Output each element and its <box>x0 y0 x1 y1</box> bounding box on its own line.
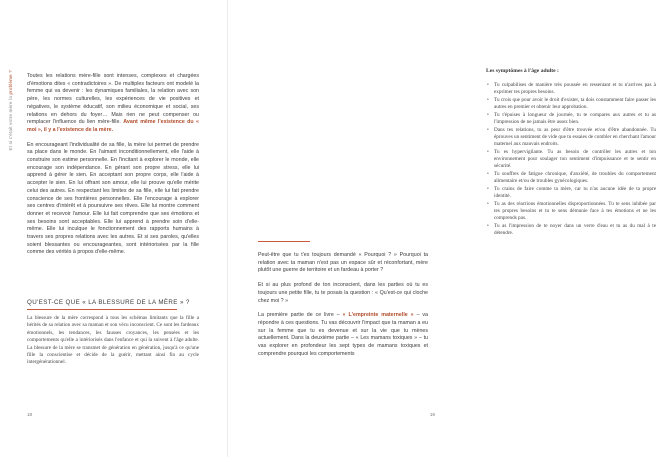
inner-child-paragraph <box>258 282 428 305</box>
paragraph-text: Et si au plus profond de ton inconscient, dans les parties où tu es toujours une petite fille, tu te posais la question : « Qu'est-ce qui cloche chez moi ? » <box>258 282 428 304</box>
list-item: • Tu t'épuises à longueur de journée, tu te compares aux autres et tu as l'impression de ne jamais être assez bien. <box>486 112 656 126</box>
list-item: • Tu culpabilises de manière très poussée en ressentant et tu n'arrives pas à exprimer tes propres besoins. <box>486 82 656 96</box>
symptoms-list <box>486 82 656 237</box>
list-item: • Tu as des réactions émotionnelles disproportionnées. Tu te sens inhibée par tes propres besoins et tu te sens démunie face à tes émotions et ne les comprends pas. <box>486 201 656 223</box>
paragraph-text: Peut-être que tu t'es toujours demandé « Pourquoi ? » Pourquoi ta relation avec ta maman n'est pas un espace sûr et réconfortant, mère plutôt une guerre de territoire et un fardeau à porter ? <box>258 252 428 274</box>
question-paragraph <box>258 252 428 275</box>
left-body-text <box>27 73 199 264</box>
symptoms-title: Les symptômes à l'âge adulte : <box>486 68 559 74</box>
individuality-paragraph <box>27 142 199 258</box>
highlighted-phrase: Avant même l'existence du « moi », il y a l'existence de la mère. <box>27 119 199 133</box>
paragraph-text: Toutes les relations mère-fille sont intenses, complexes et chargées d'émotions dites « contradictoires ». De multiples facteurs ont modelé la femme qui va devenir : les dynamiques familiales, la relation avec son père, les normes culturelles, les expériences de vie positives et négatives, le système éducatif, son milieu économique et social, ses relations en dehors du foyer… Mais rien ne peut compenser ou remplacer l'influence du lien mère-fille. <box>27 73 199 126</box>
definition-paragraph: La blessure de la mère correspond à tous les schémas limitants que la fille a hérités de sa relation avec sa maman et son vécu inconscient. Ce sont les fardeaux émotionnels, les tendances, les fausses croyances, les pensées et les comportements qu'elle a intériorisés dans l'enfance et qui la suivent à l'âge adulte. La blessure de la mère se transmet de génération en génération, jusqu'à ce qu'une fille la conscientise et décide de la guérir, mettant ainsi fin au cycle intergénérationnel. <box>27 315 199 366</box>
list-item: • Tu es hypervigilante. Tu as besoin de contrôler les autres et ton environnement pour soulager ton sentiment d'impuissance et te sentir en sécurité. <box>486 149 656 171</box>
symptoms-box <box>486 68 656 238</box>
paragraph-text: La première partie de ce livre – <box>258 312 343 319</box>
section-heading: QU'EST-CE QUE « LA BLESSURE DE LA MÈRE » ? <box>27 299 190 306</box>
list-item: • Dans tes relations, tu as peur d'être trouvée et/ou d'être abandonnée. Tu éprouves un sentiment de vide que tu essaies de combler en cherchant l'amour maternel aux mauvais endroits. <box>486 127 656 149</box>
list-item: • Tu as l'impression de te noyer dans un verre d'eau et tu as du mal à te détendre. <box>486 223 656 237</box>
right-page <box>228 0 656 457</box>
right-body-text <box>258 252 428 365</box>
page-number-right: 19 <box>429 412 435 417</box>
intro-paragraph <box>27 73 199 135</box>
list-item: • Tu souffres de fatigue chronique, d'anxiété, de troubles du comportement alimentaire et/ou de troubles gynécologiques. <box>486 171 656 185</box>
page-number-left: 18 <box>27 412 33 417</box>
list-item: • Tu crois que pour avoir le droit d'exister, ta dois constamment faire passer les autres en premier et obtenir leur approbation. <box>486 97 656 111</box>
section-underline <box>27 309 177 310</box>
book-outline-paragraph <box>258 312 428 358</box>
highlighted-phrase: « L'empreinte maternelle » <box>342 312 414 319</box>
running-head <box>8 70 13 151</box>
left-page <box>0 0 228 457</box>
list-item: • Tu crains de faire comme ta mère, car tu n'as aucune idée de ta propre identité. <box>486 186 656 200</box>
running-head-accent: problème ? <box>8 70 13 95</box>
running-head-text: Et si c'était votre mère la <box>8 94 13 151</box>
section-divider <box>258 241 310 242</box>
paragraph-text: En encourageant l'individualité de sa fille, la mère lui permet de prendre sa place dans le monde. En l'aimant inconditionnellement, elle l'aide à construire son estime personnelle. En l'incitant à explorer le monde, elle encourage son indépendance. En gérant son propre stress, elle lui apprend à gérer le sien. En acceptant son propre corps, elle l'aide à accepter le sien. En lui offrant son amour, elle lui prouve qu'elle mérite celui des autres. En respectant les limites de sa fille, elle lui fait prendre conscience de ses frontières personnelles. Elle l'encourage à explorer ses centres d'intérêt et à poursuivre ses rêves. Elle lui montre comment donner et recevoir l'amour. Elle lui fait comprendre que ses émotions et ses besoins sont acceptables. Elle lui apprend à prendre soin d'elle-même. Elle lui inculque le fonctionnement des rapports humains à travers ses propres relations avec les autres. Et si ses paroles, qu'elles soient blessantes ou encourageantes, sont intériorisées par la fille comme des vérités à propos d'elle-même. <box>27 141 199 256</box>
paragraph-text: – va répondre à ces questions. Tu vas découvrir l'impact que ta maman a eu sur la femme que tu es devenue et sur la vie que tu mènes actuellement. Dans la deuxième partie – « Les mamans toxiques » – tu vas explorer en profondeur les sept types de mamans toxiques et comprendre pourquoi les comportements <box>258 312 428 357</box>
